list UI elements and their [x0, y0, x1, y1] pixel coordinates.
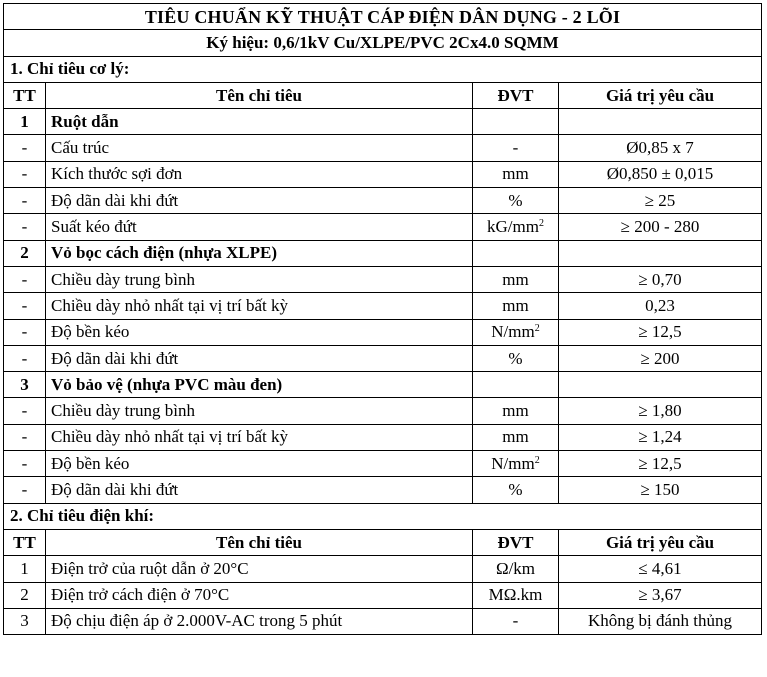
header-value: Giá trị yêu cầu [559, 529, 762, 555]
row-name: Độ bền kéo [46, 319, 473, 345]
group-row [4, 372, 762, 398]
row-value: ≥ 0,70 [559, 266, 762, 292]
row-tt: 3 [4, 608, 46, 634]
row-tt: - [4, 477, 46, 503]
row-unit [473, 556, 559, 582]
row-unit-text: - [512, 138, 519, 158]
row-unit-text: - [512, 611, 519, 631]
header-value: Giá trị yêu cầu [559, 82, 762, 108]
row-unit [473, 293, 559, 319]
row-name: Độ chịu điện áp ở 2.000V-AC trong 5 phút [46, 608, 473, 634]
row-name: Ruột dẫn [46, 109, 473, 135]
row-unit-text: N/mm [491, 322, 535, 342]
row-value: ≥ 1,24 [559, 424, 762, 450]
row-unit-text: mm [502, 427, 529, 447]
row-unit-text: % [508, 190, 523, 210]
row-unit-exponent: 2 [538, 218, 544, 230]
row-unit-text: % [508, 479, 523, 499]
row-tt: 2 [4, 582, 46, 608]
table-row [4, 451, 762, 477]
row-tt: - [4, 319, 46, 345]
row-tt: 1 [4, 109, 46, 135]
row-value [559, 240, 762, 266]
table-row [4, 556, 762, 582]
group-row [4, 240, 762, 266]
row-value [559, 372, 762, 398]
row-name: Chiều dày trung bình [46, 398, 473, 424]
spec-table [3, 3, 762, 635]
row-name: Điện trở cách điện ở 70°C [46, 582, 473, 608]
row-value: ≥ 12,5 [559, 451, 762, 477]
row-unit [473, 188, 559, 214]
row-value: ≥ 150 [559, 477, 762, 503]
row-tt: - [4, 161, 46, 187]
section-mechanical-title: 1. Chỉ tiêu cơ lý: [4, 56, 762, 82]
header-unit: ĐVT [473, 529, 559, 555]
table-row [4, 582, 762, 608]
section-electrical-title: 2. Chỉ tiêu điện khí: [4, 503, 762, 529]
table-row [4, 161, 762, 187]
table-row [4, 424, 762, 450]
row-unit [473, 424, 559, 450]
row-unit-text: mm [502, 401, 529, 421]
row-name: Điện trở của ruột dẫn ở 20°C [46, 556, 473, 582]
table-row [4, 188, 762, 214]
row-value [559, 109, 762, 135]
header-name: Tên chỉ tiêu [46, 82, 473, 108]
header-row-electrical [4, 529, 762, 555]
header-tt: TT [4, 82, 46, 108]
header-tt: TT [4, 529, 46, 555]
table-row [4, 293, 762, 319]
row-unit [473, 109, 559, 135]
row-name: Kích thước sợi đơn [46, 161, 473, 187]
row-name: Chiều dày trung bình [46, 266, 473, 292]
row-value: ≥ 12,5 [559, 319, 762, 345]
row-unit [473, 398, 559, 424]
row-tt: 2 [4, 240, 46, 266]
row-value: Không bị đánh thủng [559, 608, 762, 634]
row-tt: - [4, 214, 46, 240]
row-unit [473, 319, 559, 345]
spec-code: Ký hiệu: 0,6/1kV Cu/XLPE/PVC 2Cx4.0 SQMM [4, 30, 762, 56]
table-row [4, 345, 762, 371]
row-value: Ø0,85 x 7 [559, 135, 762, 161]
row-unit-text: mm [502, 269, 529, 289]
table-row [4, 266, 762, 292]
row-name: Suất kéo đứt [46, 214, 473, 240]
row-value: 0,23 [559, 293, 762, 319]
row-tt: - [4, 293, 46, 319]
row-unit-text: N/mm [491, 453, 535, 473]
row-unit [473, 266, 559, 292]
row-unit-text: % [508, 348, 523, 368]
row-unit [473, 214, 559, 240]
row-unit [473, 345, 559, 371]
row-unit-exponent: 2 [534, 323, 540, 335]
row-name: Chiều dày nhỏ nhất tại vị trí bất kỳ [46, 293, 473, 319]
row-unit-text: MΩ.km [488, 585, 543, 605]
table-row [4, 214, 762, 240]
row-tt: - [4, 345, 46, 371]
row-name: Độ dãn dài khi đứt [46, 477, 473, 503]
row-unit [473, 240, 559, 266]
row-value: ≤ 4,61 [559, 556, 762, 582]
row-tt: - [4, 424, 46, 450]
row-value: ≥ 3,67 [559, 582, 762, 608]
row-tt: 1 [4, 556, 46, 582]
row-tt: 3 [4, 372, 46, 398]
header-name: Tên chỉ tiêu [46, 529, 473, 555]
row-name: Độ bền kéo [46, 451, 473, 477]
page-title: TIÊU CHUẨN KỸ THUẬT CÁP ĐIỆN DÂN DỤNG - 2 LÕI [4, 4, 762, 30]
row-tt: - [4, 266, 46, 292]
row-value: ≥ 1,80 [559, 398, 762, 424]
row-unit [473, 161, 559, 187]
row-name: Cấu trúc [46, 135, 473, 161]
table-row [4, 608, 762, 634]
table-row [4, 135, 762, 161]
header-row-mechanical [4, 82, 762, 108]
table-row [4, 319, 762, 345]
row-unit-text: mm [502, 164, 529, 184]
table-row [4, 398, 762, 424]
row-name: Độ dãn dài khi đứt [46, 345, 473, 371]
row-tt: - [4, 451, 46, 477]
row-name: Vỏ bọc cách điện (nhựa XLPE) [46, 240, 473, 266]
row-name: Độ dãn dài khi đứt [46, 188, 473, 214]
row-unit-text: Ω/km [495, 558, 536, 578]
row-unit [473, 372, 559, 398]
row-unit-text: mm [502, 295, 529, 315]
row-name: Vỏ bảo vệ (nhựa PVC màu đen) [46, 372, 473, 398]
table-row [4, 477, 762, 503]
row-unit [473, 135, 559, 161]
row-unit [473, 582, 559, 608]
row-unit [473, 477, 559, 503]
row-value: ≥ 200 - 280 [559, 214, 762, 240]
row-tt: - [4, 398, 46, 424]
row-value: Ø0,850 ± 0,015 [559, 161, 762, 187]
header-unit: ĐVT [473, 82, 559, 108]
row-tt: - [4, 135, 46, 161]
row-unit-exponent: 2 [534, 454, 540, 466]
row-unit-text: kG/mm [487, 217, 539, 237]
row-unit [473, 608, 559, 634]
row-tt: - [4, 188, 46, 214]
row-value: ≥ 200 [559, 345, 762, 371]
row-unit [473, 451, 559, 477]
row-value: ≥ 25 [559, 188, 762, 214]
row-name: Chiều dày nhỏ nhất tại vị trí bất kỳ [46, 424, 473, 450]
group-row [4, 109, 762, 135]
